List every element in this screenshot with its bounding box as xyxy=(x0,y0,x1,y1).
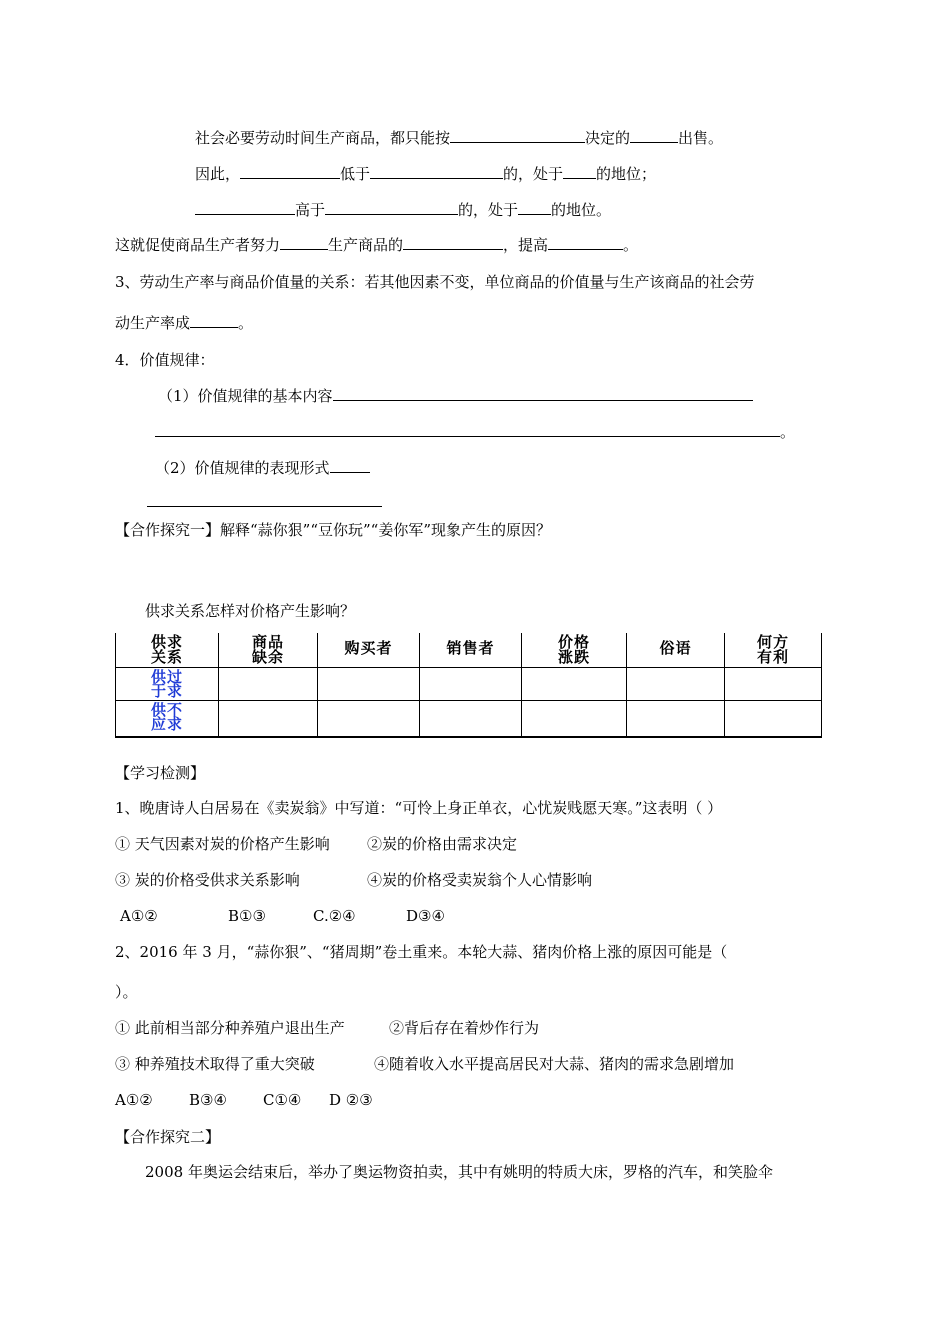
option[interactable]: ③ 炭的价格受供求关系影响 xyxy=(115,871,300,889)
blank[interactable] xyxy=(518,200,551,215)
q1-options-row-2 xyxy=(115,870,592,890)
table-cell[interactable] xyxy=(725,667,822,700)
question-4-1 xyxy=(158,386,753,406)
table-cell[interactable] xyxy=(627,700,725,737)
text: 的地位。 xyxy=(551,201,612,219)
blank[interactable] xyxy=(630,128,678,143)
answer-choice-c[interactable]: C.②④ xyxy=(313,907,356,925)
question-4-title: 4．价值规律： xyxy=(115,351,215,369)
header-cell: 购买者 xyxy=(318,633,420,667)
answer-choice-a[interactable]: A①② xyxy=(120,907,158,925)
text: 动生产率成 xyxy=(115,314,191,332)
table-cell[interactable] xyxy=(318,700,420,737)
table-cell[interactable] xyxy=(627,667,725,700)
table-cell[interactable] xyxy=(725,700,822,737)
text: 生产商品的 xyxy=(328,236,404,254)
header-cell: 商品 缺余 xyxy=(219,633,318,667)
text: 决定的 xyxy=(585,129,631,147)
answer-choice-d[interactable]: D ②③ xyxy=(329,1091,373,1109)
text: 社会必要劳动时间生产商品，都只能按 xyxy=(195,129,451,147)
blank[interactable] xyxy=(563,164,596,179)
blank[interactable] xyxy=(333,386,753,401)
option[interactable]: ① 天气因素对炭的价格产生影响 xyxy=(115,835,330,853)
coop-2-title: 【合作探究二】 xyxy=(115,1128,221,1146)
text: （2）价值规律的表现形式 xyxy=(155,459,330,477)
table-cell[interactable] xyxy=(219,667,318,700)
row-label-cell: 供不 应求 xyxy=(116,700,219,737)
coop-1-title: 【合作探究一】解释“蒜你狠”“豆你玩”“姜你军”现象产生的原因？ xyxy=(115,521,552,539)
blank[interactable] xyxy=(155,422,780,437)
text: 的，处于 xyxy=(458,201,519,219)
table-cell[interactable] xyxy=(522,667,627,700)
text: 的地位； xyxy=(596,165,657,183)
blank[interactable] xyxy=(403,235,503,250)
text: 高于 xyxy=(295,201,326,219)
fill-line-1 xyxy=(195,128,723,148)
table-cell[interactable] xyxy=(219,700,318,737)
header-cell: 供求 关系 xyxy=(116,633,219,667)
check-title: 【学习检测】 xyxy=(115,764,206,782)
table-row xyxy=(116,700,822,737)
option[interactable]: ③ 种养殖技术取得了重大突破 xyxy=(115,1055,315,1073)
q2-options-row-2 xyxy=(115,1054,734,1074)
fill-line-2 xyxy=(195,164,656,184)
blank[interactable] xyxy=(195,200,295,215)
coop-2-paragraph: 2008 年奥运会结束后，举办了奥运物资拍卖，其中有姚明的特质大床，罗格的汽车，和笑脸伞 xyxy=(145,1163,773,1181)
text: （1）价值规律的基本内容 xyxy=(158,387,333,405)
header-cell: 价格 涨跌 xyxy=(522,633,627,667)
answer-choice-c[interactable]: C①④ xyxy=(263,1091,302,1109)
q1-answer-choices xyxy=(120,906,445,926)
table-cell[interactable] xyxy=(522,700,627,737)
text: 低于 xyxy=(340,165,371,183)
row-label-cell: 供过 于求 xyxy=(116,667,219,700)
header-cell: 何方 有利 xyxy=(725,633,822,667)
blank[interactable] xyxy=(548,235,623,250)
option[interactable]: ① 此前相当部分种养殖户退出生产 xyxy=(115,1019,345,1037)
text: 的，处于 xyxy=(503,165,564,183)
option[interactable]: ②炭的价格由需求决定 xyxy=(367,835,518,853)
blank[interactable] xyxy=(240,164,340,179)
fill-line-4 xyxy=(115,235,638,255)
check-question-2-cont: ）。 xyxy=(115,983,138,1001)
blank[interactable] xyxy=(450,128,585,143)
header-cell: 俗语 xyxy=(627,633,725,667)
text: 。 xyxy=(780,423,796,441)
blank[interactable] xyxy=(330,458,370,473)
q2-options-row-1 xyxy=(115,1018,539,1038)
fill-line-3 xyxy=(195,200,611,220)
question-4-1-cont xyxy=(155,422,795,442)
table-cell[interactable] xyxy=(420,667,522,700)
text: 因此， xyxy=(195,165,241,183)
check-question-2: 2、2016 年 3 月，“蒜你狠”、“猪周期”卷土重来。本轮大蒜、猪肉价格上涨的原因可能是（ xyxy=(115,943,728,961)
table-cell[interactable] xyxy=(420,700,522,737)
text: 。 xyxy=(623,236,639,254)
text: 。 xyxy=(238,314,254,332)
option[interactable]: ④随着收入水平提高居民对大蒜、猪肉的需求急剧增加 xyxy=(374,1055,735,1073)
answer-choice-b[interactable]: B①③ xyxy=(228,907,266,925)
answer-choice-b[interactable]: B③④ xyxy=(189,1091,227,1109)
option[interactable]: ②背后存在着炒作行为 xyxy=(389,1019,540,1037)
text: ，提高 xyxy=(503,236,549,254)
supply-demand-table xyxy=(115,633,822,738)
header-cell: 销售者 xyxy=(420,633,522,667)
blank[interactable] xyxy=(190,313,238,328)
question-4-2-cont xyxy=(147,492,382,512)
question-3-line-1: 3、劳动生产率与商品价值量的关系：若其他因素不变，单位商品的价值量与生产该商品的社会劳 xyxy=(115,273,755,291)
question-4-2 xyxy=(155,458,370,478)
blank[interactable] xyxy=(370,164,503,179)
option[interactable]: ④炭的价格受卖炭翁个人心情影响 xyxy=(367,871,593,889)
blank[interactable] xyxy=(147,492,382,507)
question-3-line-2 xyxy=(115,313,253,333)
coop-1-subquestion: 供求关系怎样对价格产生影响？ xyxy=(145,602,356,620)
blank[interactable] xyxy=(280,235,328,250)
check-question-1: 1、晚唐诗人白居易在《卖炭翁》中写道：“可怜上身正单衣，心忧炭贱愿天寒。”这表明（ ） xyxy=(115,799,723,817)
table-row xyxy=(116,667,822,700)
table-cell[interactable] xyxy=(318,667,420,700)
text: 这就促使商品生产者努力 xyxy=(115,236,281,254)
text: 出售。 xyxy=(678,129,724,147)
blank[interactable] xyxy=(325,200,458,215)
answer-choice-a[interactable]: A①② xyxy=(115,1091,153,1109)
q2-answer-choices xyxy=(115,1090,373,1110)
answer-choice-d[interactable]: D③④ xyxy=(406,907,445,925)
q1-options-row-1 xyxy=(115,834,517,854)
